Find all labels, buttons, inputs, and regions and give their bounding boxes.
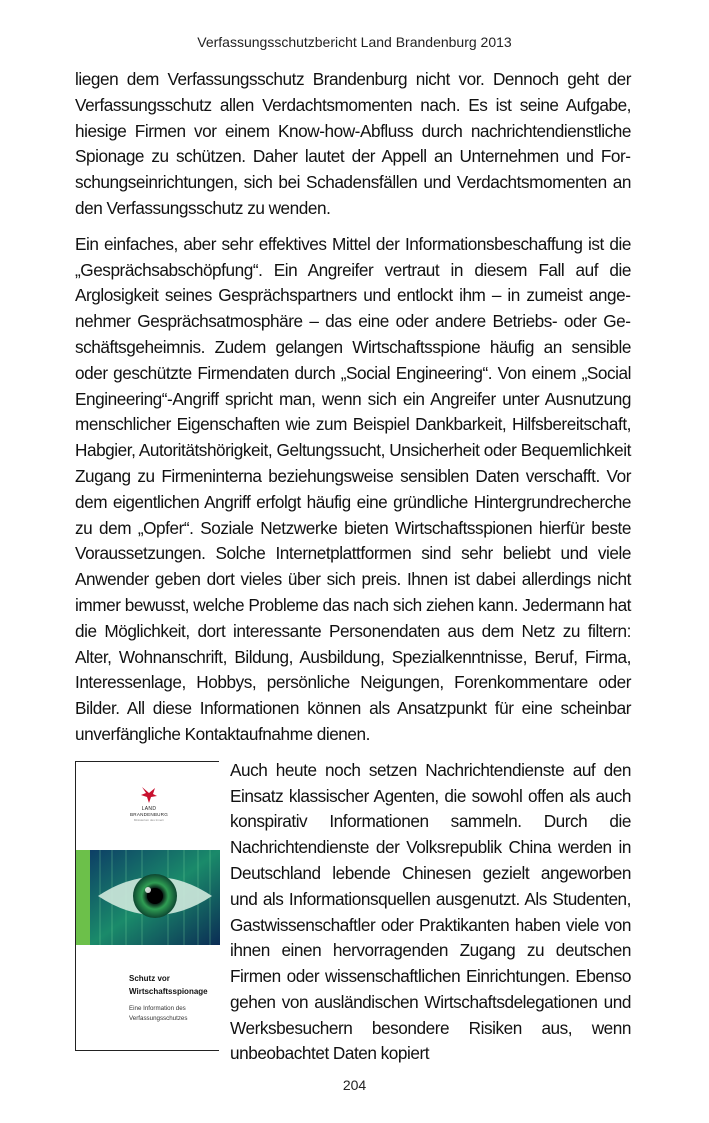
paragraph-2: Ein einfaches, aber sehr effektives Mittel der Informationsbeschaffung ist die „Gesprächsabschöpfung“. Ein Angreifer vertraut in diesem Fall auf die Arglosigkeit seines Gesprächspartners und entlockt ihm – in zumeist angenehmer Gesprächsatmosphäre – das eine oder andere Betriebs- oder Geschäftsgeheimnis. Zudem gelangen Wirtschaftsspione häufig an sensible oder geschützte Firmendaten durch „Social Engineering“. Von einem „Social Engineering“-Angriff spricht man, wenn sich ein Angreifer unter Ausnutzung menschlicher Eigenschaften wie zum Beispiel Dankbarkeit, Hilfsbereitschaft, Habgier, Autoritätshörigkeit, Geltungssucht, Unsicherheit oder Bequemlichkeit Zugang zu Firmeninterna beziehungsweise sensiblen Daten verschafft. Vor dem eigentlichen Angriff erfolgt häufig eine gründliche Hintergrundrecherche zu dem „Opfer“. Soziale Netzwerke bieten Wirtschaftsspionen hierfür beste Voraussetzungen. Solche Internetplattformen sind sehr beliebt und viele Anwender geben dort vieles über sich preis. Ihnen ist dabei allerdings nicht immer bewusst, welche Probleme das nach sich ziehen kann. Jedermann hat die Möglichkeit, dort interessante Personendaten aus dem Netz zu filtern: Alter, Wohnanschrift, Bildung, Ausbildung, Spezialkenntnisse, Beruf, Firma, Interessenlage, Hobbys, persönliche Neigungen, Forenkommentare oder Bilder. All diese Informationen können als Ansatzpunkt für eine scheinbar unverfängliche Kontaktaufnahme dienen.	[75, 233, 631, 744]
page-number: 204	[342, 1077, 367, 1093]
logo-line-3: Ministerium des Innern	[133, 817, 165, 822]
running-header: Verfassungsschutzbericht Land Brandenburg 2013	[197, 34, 512, 50]
eagle-icon	[138, 784, 160, 806]
body-text	[75, 67, 631, 1077]
brandenburg-logo	[124, 784, 174, 823]
green-accent-bar	[76, 850, 90, 945]
brochure-cover-image	[75, 761, 219, 1051]
logo-line-2: BRANDENBURG	[130, 811, 168, 817]
paragraph-1: liegen dem Verfassungsschutz Brandenburg nicht vor. Dennoch geht der Verfassungsschutz allen Verdachtsmomenten nach. Es ist seine Aufgabe, hiesige Firmen vor einem Know-how-Abfluss durch nachrichtendienstliche Spionage zu schützen. Daher lautet der Appell an Unternehmen und Forschungseinrichtungen, sich bei Schadensfällen und Verdachtsmomenten an den Verfassungsschutz zu wenden.	[75, 69, 631, 218]
paragraph-3: Auch heute noch setzen Nachrichtendienste auf den Einsatz klassischer Agenten, die sowohl offen als auch konspirativ Informationen sammeln. Durch die Nachrichtendienste der Volksrepublik China werden in Deutschland lebende Chinesen gezielt angeworben und als Informationsquellen ausgenutzt. Als Studenten, Gastwissenschaftler oder Praktikanten haben viele von ihnen einen hervorragenden Zugang zu deutschen Firmen oder wissenschaftlichen Einrichtungen. Ebenso gehen von ausländischen Wirtschaftsdelegationen und Werksbesuchern besondere Risiken aus, wenn unbeobachtet Daten kopiert	[230, 759, 631, 1064]
brochure-title: Schutz vor Wirtschaftsspionage	[129, 973, 208, 996]
logo-line-1: LAND	[141, 805, 157, 812]
eye-image	[90, 850, 220, 945]
brochure-subtitle: Eine Information des Verfassungsschutzes	[129, 1004, 188, 1022]
